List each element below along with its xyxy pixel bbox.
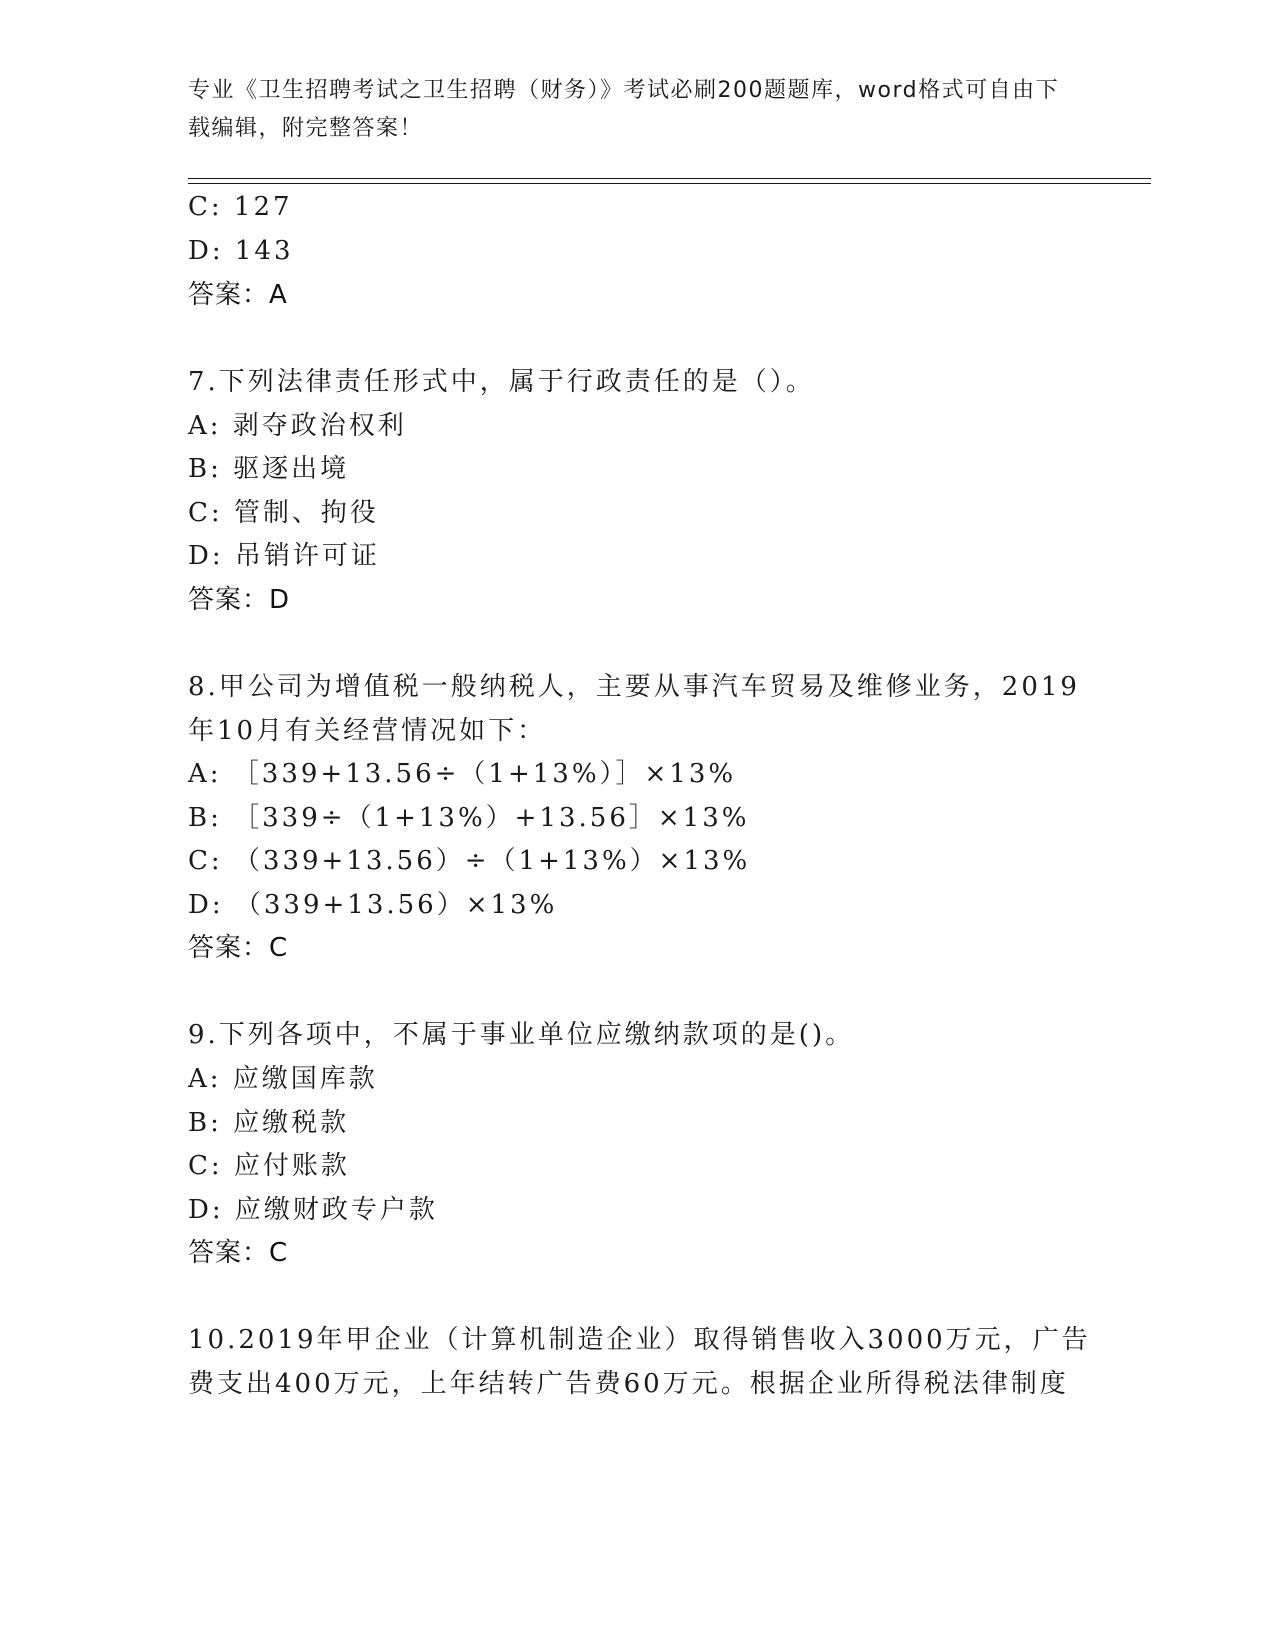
q9-question: 9.下列各项中，不属于事业单位应缴纳款项的是()。 <box>188 1020 855 1050</box>
q8-option-b: B: ［339÷（1+13%）+13.56］×13% <box>188 803 750 833</box>
q7-option-b: B: 驱逐出境 <box>188 454 350 484</box>
q8-option-c: C: （339+13.56）÷（1+13%）×13% <box>188 846 751 876</box>
q8-option-d: D: （339+13.56）×13% <box>188 890 558 920</box>
q9-option-d: D: 应缴财政专户款 <box>188 1195 438 1225</box>
q7-answer: 答案：D <box>188 585 291 615</box>
q6-option-c: C: 127 <box>188 192 293 222</box>
header-divider-bottom <box>188 183 1151 184</box>
q10-question-line-2: 费支出400万元，上年结转广告费60万元。根据企业所得税法律制度 <box>188 1369 1069 1399</box>
q8-question-line-1: 8.甲公司为增值税一般纳税人，主要从事汽车贸易及维修业务，2019 <box>188 672 1080 702</box>
q7-option-c: C: 管制、拘役 <box>188 498 379 528</box>
q9-option-a: A: 应缴国库款 <box>188 1064 378 1094</box>
q6-option-d: D: 143 <box>188 236 294 266</box>
document-header: 专业《卫生招聘考试之卫生招聘（财务）》考试必刷200题题库，word格式可自由下载编辑，附完整答案！ <box>188 78 1060 141</box>
q9-option-b: B: 应缴税款 <box>188 1108 350 1138</box>
q10-question-line-1: 10.2019年甲企业（计算机制造企业）取得销售收入3000万元，广告 <box>188 1325 1091 1355</box>
q9-option-c: C: 应付账款 <box>188 1151 350 1181</box>
q8-answer: 答案：C <box>188 933 289 963</box>
q9-answer: 答案：C <box>188 1238 289 1268</box>
q8-option-a: A: ［339+13.56÷（1+13%）］×13% <box>188 759 737 789</box>
q7-option-a: A: 剥夺政治权利 <box>188 411 407 441</box>
q7-question: 7.下列法律责任形式中，属于行政责任的是（）。 <box>188 367 815 397</box>
q7-option-d: D: 吊销许可证 <box>188 541 380 571</box>
header-divider-top <box>188 178 1151 179</box>
q6-answer: 答案：A <box>188 280 288 310</box>
q8-question-line-2: 年10月有关经营情况如下： <box>188 716 547 746</box>
